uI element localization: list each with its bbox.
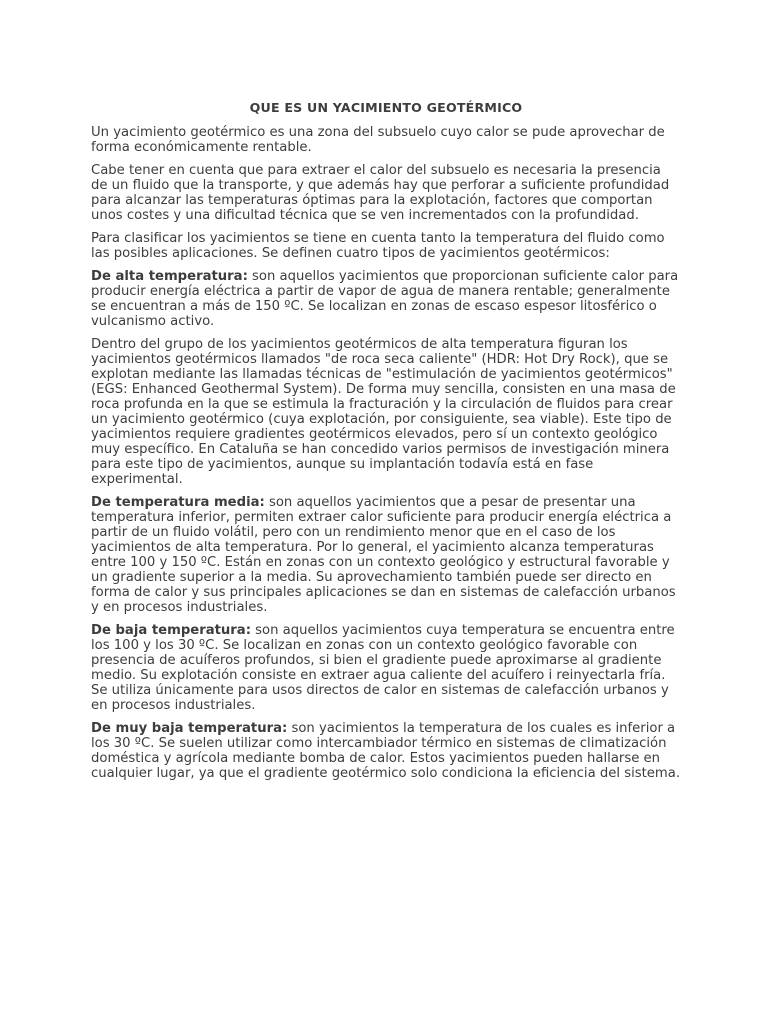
paragraph-low-temperature: [91, 623, 681, 713]
paragraph-lead: De baja temperatura:: [91, 623, 251, 638]
paragraph-lead: De muy baja temperatura:: [91, 721, 288, 736]
paragraph-medium-temperature: [91, 495, 681, 615]
paragraph-text: son aquellos yacimientos que a pesar de presentar una temperatura inferior, permiten extraer calor suficiente para producir energía eléctrica a partir de un fluido volátil, pero con un rendimiento menor que en el caso de los yacimientos de alta temperatura. Por lo general, el yacimiento alcanza temperaturas entre 100 y 150 ºC. Están en zonas con un contexto geológico y estructural favorable y un gradiente superior a la media. Su aprovechamiento también puede ser directo en forma de calor y sus principales aplicaciones se dan en sistemas de calefacción urbanos y en procesos industriales.: [91, 495, 676, 615]
paragraph-depth: [91, 163, 681, 223]
paragraph-text: Un yacimiento geotérmico es una zona del subsuelo cuyo calor se pude aprovechar de forma económicamente rentable.: [91, 125, 665, 155]
paragraph-hdr: [91, 337, 681, 487]
paragraph-lead: De temperatura media:: [91, 495, 265, 510]
document-title: QUE ES UN YACIMIENTO GEOTÉRMICO: [249, 100, 523, 115]
paragraph-text: Dentro del grupo de los yacimientos geotérmicos de alta temperatura figuran los yacimientos geotérmicos llamados "de roca seca caliente" (HDR: Hot Dry Rock), que se explotan mediante las llamadas técnicas de "estimulación de yacimientos geotérmicos" (EGS: Enhanced Geothermal System). De forma muy sencilla, consisten en una masa de roca profunda en la que se estimula la fracturación y la circulación de fluidos para crear un yacimiento geotérmico (cuya explotación, por consiguiente, sea viable). Este tipo de yacimientos requiere gradientes geotérmicos elevados, pero sí un contexto geológico muy específico. En Cataluña se han concedido varios permisos de investigación minera para este tipo de yacimientos, aunque su implantación todavía está en fase experimental.: [91, 337, 676, 487]
paragraph-text: son aquellos yacimientos cuya temperatura se encuentra entre los 100 y los 30 ºC. Se localizan en zonas con un contexto geológico favorable con presencia de acuíferos profundos, si bien el gradiente puede aproximarse al gradiente medio. Su explotación consiste en extraer agua caliente del acuífero i reinyectarla fría. Se utiliza únicamente para usos directos de calor en sistemas de calefacción urbanos y en procesos industriales.: [91, 623, 675, 713]
document-page: [91, 100, 681, 789]
paragraph-high-temperature: [91, 269, 681, 329]
paragraph-classification: [91, 231, 681, 261]
paragraph-lead: De alta temperatura:: [91, 269, 248, 284]
paragraph-intro: [91, 125, 681, 155]
paragraph-very-low-temperature: [91, 721, 681, 781]
paragraph-text: Cabe tener en cuenta que para extraer el calor del subsuelo es necesaria la presencia de un fluido que la transporte, y que además hay que perforar a suficiente profundidad para alcanzar las temperaturas óptimas para la explotación, factores que comportan unos costes y una dificultad técnica que se ven incrementados con la profundidad.: [91, 163, 670, 223]
paragraph-text: son yacimientos la temperatura de los cuales es inferior a los 30 ºC. Se suelen utilizar como intercambiador térmico en sistemas de climatización doméstica y agrícola mediante bomba de calor. Estos yacimientos pueden hallarse en cualquier lugar, ya que el gradiente geotérmico solo condiciona la eficiencia del sistema.: [91, 721, 681, 781]
paragraph-text: son aquellos yacimientos que proporcionan suficiente calor para producir energía eléctrica a partir de vapor de agua de manera rentable; generalmente se encuentran a más de 150 ºC. Se localizan en zonas de escaso espesor litosférico o vulcanismo activo.: [91, 269, 679, 329]
paragraph-text: Para clasificar los yacimientos se tiene en cuenta tanto la temperatura del fluido como las posibles aplicaciones. Se definen cuatro tipos de yacimientos geotérmicos:: [91, 231, 665, 261]
